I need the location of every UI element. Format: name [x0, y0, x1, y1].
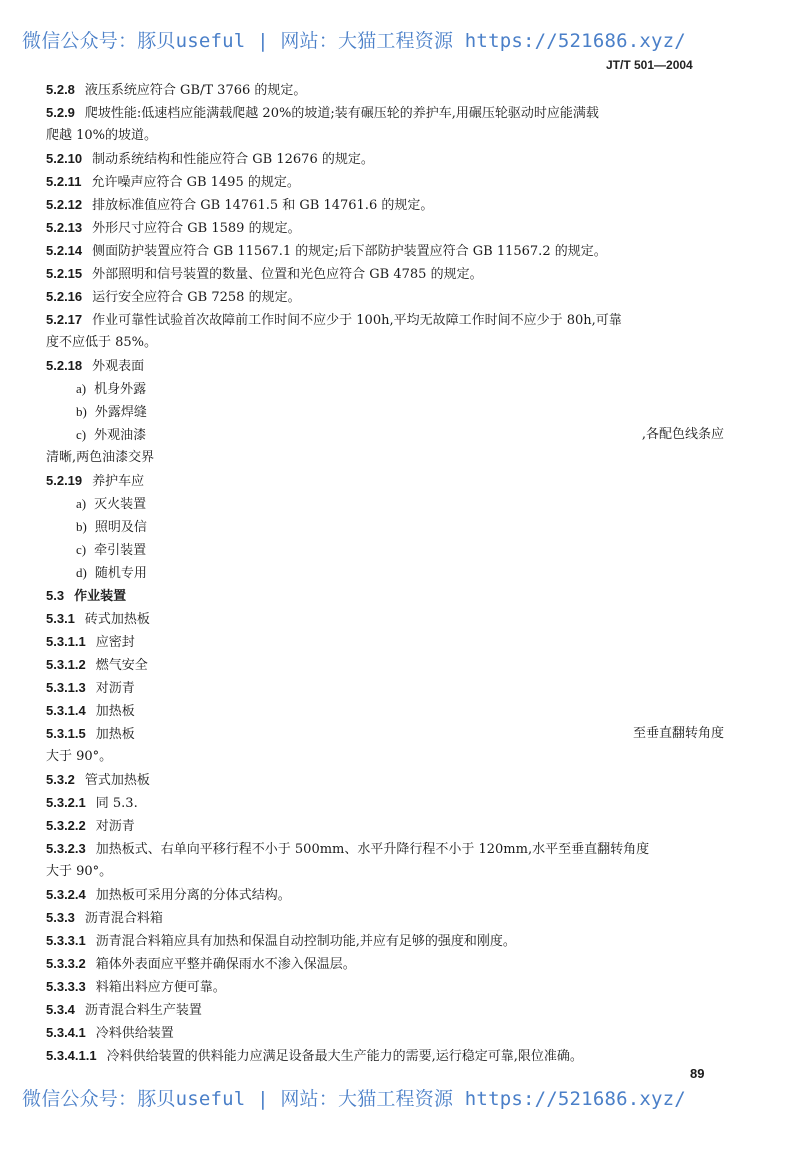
clause-text: 清晰,两色油漆交界: [46, 450, 155, 465]
continuation-line: [46, 331, 736, 354]
clause-line: [46, 768, 736, 791]
clause-text: 作业装置: [74, 589, 127, 604]
clause-number: 5.3.1.3: [46, 680, 86, 695]
clause-number: 5.2.16: [46, 289, 83, 304]
clause-line: [46, 837, 736, 860]
clause-line: [46, 630, 736, 653]
clause-number: 5.3.4.1.1: [46, 1048, 97, 1063]
clause-number: 5.3.3: [46, 910, 75, 925]
continuation-line: [46, 446, 736, 469]
clause-text: 照明及信: [94, 520, 147, 535]
clause-text: 砖式加热板: [84, 612, 150, 627]
clause-text: 对沥青: [95, 819, 135, 834]
clause-text-fragment: ,各配色线条应: [641, 427, 724, 442]
clause-line: [46, 998, 736, 1021]
page-number: 89: [690, 1066, 705, 1081]
clause-text: 作业可靠性试验首次故障前工作时间不应少于 100h,平均无故障工作时间不应少于 80h,可靠: [92, 313, 622, 328]
clause-text: 箱体外表面应平整并确保雨水不渗入保温层。: [95, 957, 356, 972]
clause-text: 养护车应: [92, 474, 145, 489]
clause-text: 允许噪声应符合 GB 1495 的规定。: [91, 175, 300, 190]
clause-line: [46, 78, 736, 101]
clause-text: 沥青混合料箱: [84, 911, 163, 926]
clause-line: [46, 423, 736, 446]
clause-text: 外形尺寸应符合 GB 1589 的规定。: [92, 221, 301, 236]
document-body: [46, 78, 736, 1067]
clause-text: 加热板式、右单向平移行程不小于 500mm、水平升降行程不小于 120mm,水平至垂直翻转角度: [95, 842, 650, 857]
clause-line: [46, 354, 736, 377]
clause-line: [46, 722, 736, 745]
clause-number: c): [76, 427, 87, 442]
clause-number: 5.2.15: [46, 266, 83, 281]
clause-text: 牵引装置: [94, 543, 147, 558]
clause-text: 灭火装置: [94, 497, 147, 512]
clause-number: 5.3.1.1: [46, 634, 86, 649]
clause-text: 制动系统结构和性能应符合 GB 12676 的规定。: [92, 152, 374, 167]
clause-number: a): [76, 381, 87, 396]
continuation-line: [46, 124, 736, 147]
clause-number: 5.3.2.4: [46, 887, 86, 902]
clause-line: [46, 653, 736, 676]
clause-line: [46, 101, 736, 124]
clause-number: 5.3.3.2: [46, 956, 86, 971]
clause-line: [46, 147, 736, 170]
clause-number: 5.3.2.3: [46, 841, 86, 856]
clause-line: [46, 1044, 736, 1067]
clause-line: [46, 515, 736, 538]
clause-line: [46, 607, 736, 630]
clause-text: 管式加热板: [84, 773, 150, 788]
clause-line: [46, 975, 736, 998]
clause-number: 5.2.13: [46, 220, 83, 235]
clause-number: a): [76, 496, 87, 511]
clause-number: 5.2.18: [46, 358, 83, 373]
clause-line: [46, 400, 736, 423]
clause-text: 外观油漆: [94, 428, 147, 443]
clause-line: [46, 216, 736, 239]
clause-text: 外观表面: [92, 359, 145, 374]
clause-line: [46, 929, 736, 952]
clause-text: 机身外露: [94, 382, 147, 397]
clause-text: 爬越 10%的坡道。: [46, 128, 158, 143]
clause-number: c): [76, 542, 87, 557]
clause-text: 外露焊缝: [94, 405, 147, 420]
clause-number: 5.3.1.4: [46, 703, 86, 718]
clause-line: [46, 906, 736, 929]
clause-text: 应密封: [95, 635, 135, 650]
clause-number: 5.2.12: [46, 197, 83, 212]
clause-number: 5.3: [46, 588, 65, 603]
clause-number: 5.3.4: [46, 1002, 75, 1017]
clause-text: 沥青混合料箱应具有加热和保温自动控制功能,并应有足够的强度和刚度。: [95, 934, 516, 949]
clause-line: [46, 676, 736, 699]
clause-line: [46, 469, 736, 492]
clause-line: [46, 170, 736, 193]
clause-number: 5.2.10: [46, 151, 83, 166]
clause-number: b): [76, 519, 87, 534]
clause-number: 5.3.2.1: [46, 795, 86, 810]
clause-text: 大于 90°。: [46, 749, 113, 764]
continuation-line: [46, 860, 736, 883]
watermark-bottom: 微信公众号：豚贝useful | 网站：大猫工程资源 https://521686.xyz/: [22, 1088, 686, 1110]
clause-number: 5.3.2.2: [46, 818, 86, 833]
clause-line: [46, 1021, 736, 1044]
clause-text: 对沥青: [95, 681, 135, 696]
watermark-top: 微信公众号：豚贝useful | 网站：大猫工程资源 https://521686.xyz/: [22, 30, 686, 52]
clause-text: 侧面防护装置应符合 GB 11567.1 的规定;后下部防护装置应符合 GB 11567.2 的规定。: [92, 244, 607, 259]
clause-text: 运行安全应符合 GB 7258 的规定。: [92, 290, 301, 305]
clause-text-fragment: 至垂直翻转角度: [632, 726, 724, 741]
clause-line: [46, 492, 736, 515]
clause-line: [46, 584, 736, 607]
clause-text: 外部照明和信号装置的数量、位置和光色应符合 GB 4785 的规定。: [92, 267, 483, 282]
clause-line: [46, 377, 736, 400]
clause-line: [46, 538, 736, 561]
clause-text: 液压系统应符合 GB/T 3766 的规定。: [84, 83, 307, 98]
clause-text: 燃气安全: [95, 658, 148, 673]
clause-line: [46, 814, 736, 837]
clause-number: 5.2.11: [46, 174, 82, 189]
clause-number: 5.3.4.1: [46, 1025, 86, 1040]
clause-text: 加热板: [95, 704, 135, 719]
continuation-line: [46, 745, 736, 768]
clause-number: d): [76, 565, 87, 580]
clause-number: 5.3.3.1: [46, 933, 86, 948]
clause-text: 加热板: [95, 727, 135, 742]
clause-text: 料箱出料应方便可靠。: [95, 980, 226, 995]
clause-text: 冷料供给装置: [95, 1026, 174, 1041]
clause-text: 大于 90°。: [46, 864, 113, 879]
clause-line: [46, 262, 736, 285]
clause-number: 5.2.19: [46, 473, 83, 488]
clause-text: 加热板可采用分离的分体式结构。: [95, 888, 291, 903]
clause-line: [46, 308, 736, 331]
clause-text: 爬坡性能:低速档应能满载爬越 20%的坡道;装有碾压轮的养护车,用碾压轮驱动时应能满载: [84, 106, 599, 121]
clause-number: 5.3.2: [46, 772, 75, 787]
clause-text: 沥青混合料生产装置: [84, 1003, 202, 1018]
clause-text: 度不应低于 85%。: [46, 335, 158, 350]
clause-text: 随机专用: [94, 566, 147, 581]
clause-number: 5.3.1.2: [46, 657, 86, 672]
clause-number: 5.3.1.5: [46, 726, 86, 741]
clause-number: 5.3.3.3: [46, 979, 86, 994]
clause-number: 5.2.17: [46, 312, 83, 327]
clause-text: 冷料供给装置的供料能力应满足设备最大生产能力的需要,运行稳定可靠,限位准确。: [106, 1049, 583, 1064]
clause-number: 5.2.9: [46, 105, 75, 120]
clause-line: [46, 952, 736, 975]
clause-line: [46, 883, 736, 906]
clause-line: [46, 193, 736, 216]
clause-line: [46, 239, 736, 262]
clause-number: 5.3.1: [46, 611, 75, 626]
clause-number: 5.2.14: [46, 243, 83, 258]
clause-line: [46, 791, 736, 814]
clause-text: 同 5.3.: [95, 796, 138, 811]
clause-number: b): [76, 404, 87, 419]
clause-line: [46, 561, 736, 584]
clause-line: [46, 285, 736, 308]
clause-line: [46, 699, 736, 722]
document-code: JT/T 501—2004: [606, 58, 693, 72]
clause-number: 5.2.8: [46, 82, 75, 97]
clause-text: 排放标准值应符合 GB 14761.5 和 GB 14761.6 的规定。: [92, 198, 434, 213]
